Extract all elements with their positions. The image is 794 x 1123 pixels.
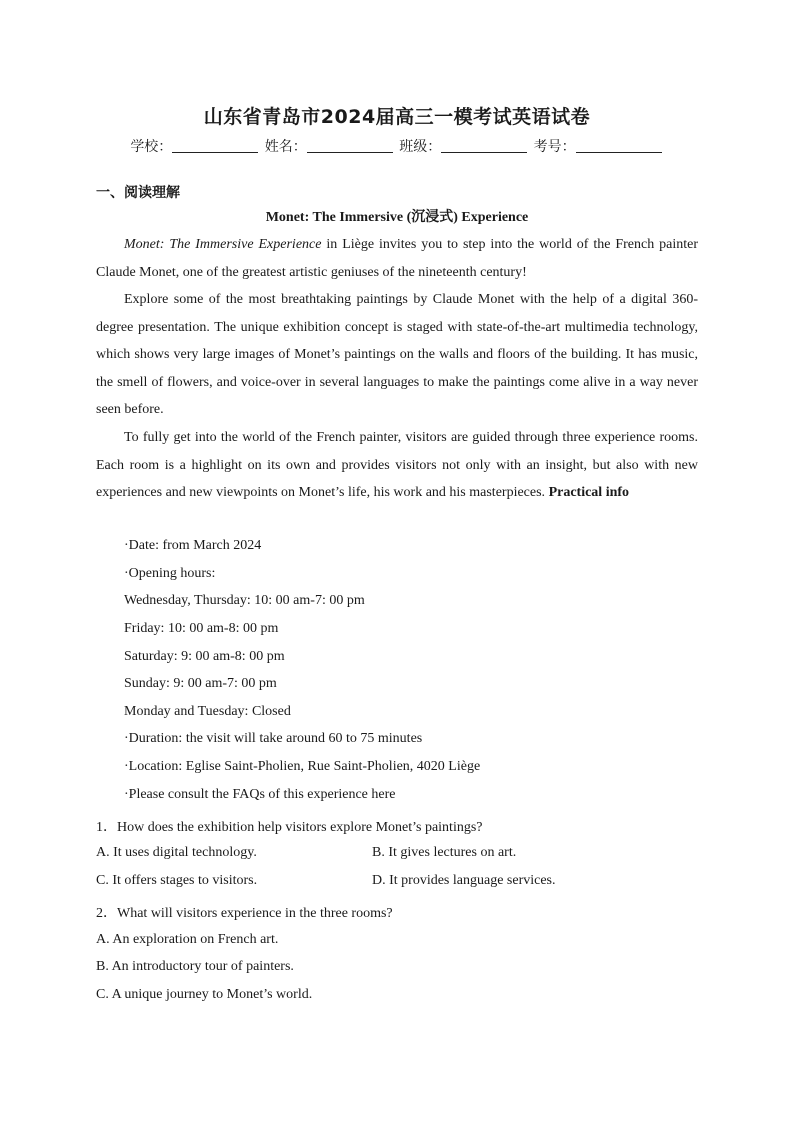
info-mon-tue: Monday and Tuesday: Closed: [124, 704, 291, 719]
number-blank[interactable]: [576, 138, 662, 153]
class-blank[interactable]: [441, 138, 527, 153]
question-1-option-a[interactable]: A. It uses digital technology.: [96, 845, 257, 860]
info-faq: ·Please consult the FAQs of this experience here: [124, 787, 396, 802]
question-1-option-c[interactable]: C. It offers stages to visitors.: [96, 873, 258, 888]
info-wed-thu: Wednesday, Thursday: 10: 00 am-7: 00 pm: [124, 593, 365, 608]
practical-info-heading: Practical info: [548, 485, 630, 501]
paragraph-2: [96, 286, 698, 424]
info-sunday: Sunday: 9: 00 am-7: 00 pm: [124, 676, 277, 691]
name-label: 姓名：: [264, 139, 307, 155]
question-1: 1．How does the exhibition help visitors explore Monet’s paintings?: [96, 820, 483, 835]
question-2-option-a[interactable]: A. An exploration on French art.: [96, 932, 279, 947]
student-info-line: [0, 136, 794, 156]
exam-title: 山东省青岛市2024届高三一模考试英语试卷: [203, 106, 591, 128]
question-1-option-d[interactable]: D. It provides language services.: [372, 873, 556, 888]
info-friday: Friday: 10: 00 am-8: 00 pm: [124, 621, 279, 636]
info-duration: ·Duration: the visit will take around 60 to 75 minutes: [124, 731, 423, 746]
exhibition-name: Monet: The Immersive Experience: [124, 237, 322, 252]
question-2-option-c[interactable]: C. A unique journey to Monet’s world.: [96, 987, 313, 1002]
paragraph-3-text: To fully get into the world of the French painter, visitors are guided through three experience rooms. Each room is a highlight on its own and provides visitors not only with an insight, but also with new experiences and new viewpoints on Monet’s life, his work and his masterpieces.: [96, 430, 698, 501]
paragraph-3: [96, 424, 698, 507]
paragraph-2-text: Explore some of the most breathtaking paintings by Claude Monet with the help of a digital 360-degree presentation. The unique exhibition concept is staged with state-of-the-art multimedia technology, which shows very large images of Monet’s paintings on the walls and floors of the building. It has music, the smell of flowers, and voice-over in several languages to make the paintings come alive in a way never seen before.: [96, 292, 698, 418]
info-saturday: Saturday: 9: 00 am-8: 00 pm: [124, 649, 285, 664]
school-label: 学校：: [130, 139, 173, 155]
paragraph-1: [96, 231, 698, 286]
section-heading: 一、阅读理解: [96, 185, 180, 201]
passage-title: Monet: The Immersive (沉浸式) Experience: [265, 210, 529, 225]
info-date: ·Date: from March 2024: [124, 538, 262, 553]
info-opening-hours: ·Opening hours:: [124, 566, 216, 581]
info-location: ·Location: Eglise Saint-Pholien, Rue Saint-Pholien, 4020 Liège: [124, 759, 481, 774]
question-1-option-b[interactable]: B. It gives lectures on art.: [372, 845, 517, 860]
paragraph-1-text: in Liège invites you to step into the world of the French painter Claude Monet, one of the greatest artistic geniuses of the nineteenth century!: [96, 237, 699, 280]
question-2-option-b[interactable]: B. An introductory tour of painters.: [96, 959, 294, 974]
question-2: 2．What will visitors experience in the three rooms?: [96, 906, 393, 921]
class-label: 班级：: [399, 139, 442, 155]
school-blank[interactable]: [172, 138, 258, 153]
number-label: 考号：: [533, 139, 576, 155]
name-blank[interactable]: [307, 138, 393, 153]
